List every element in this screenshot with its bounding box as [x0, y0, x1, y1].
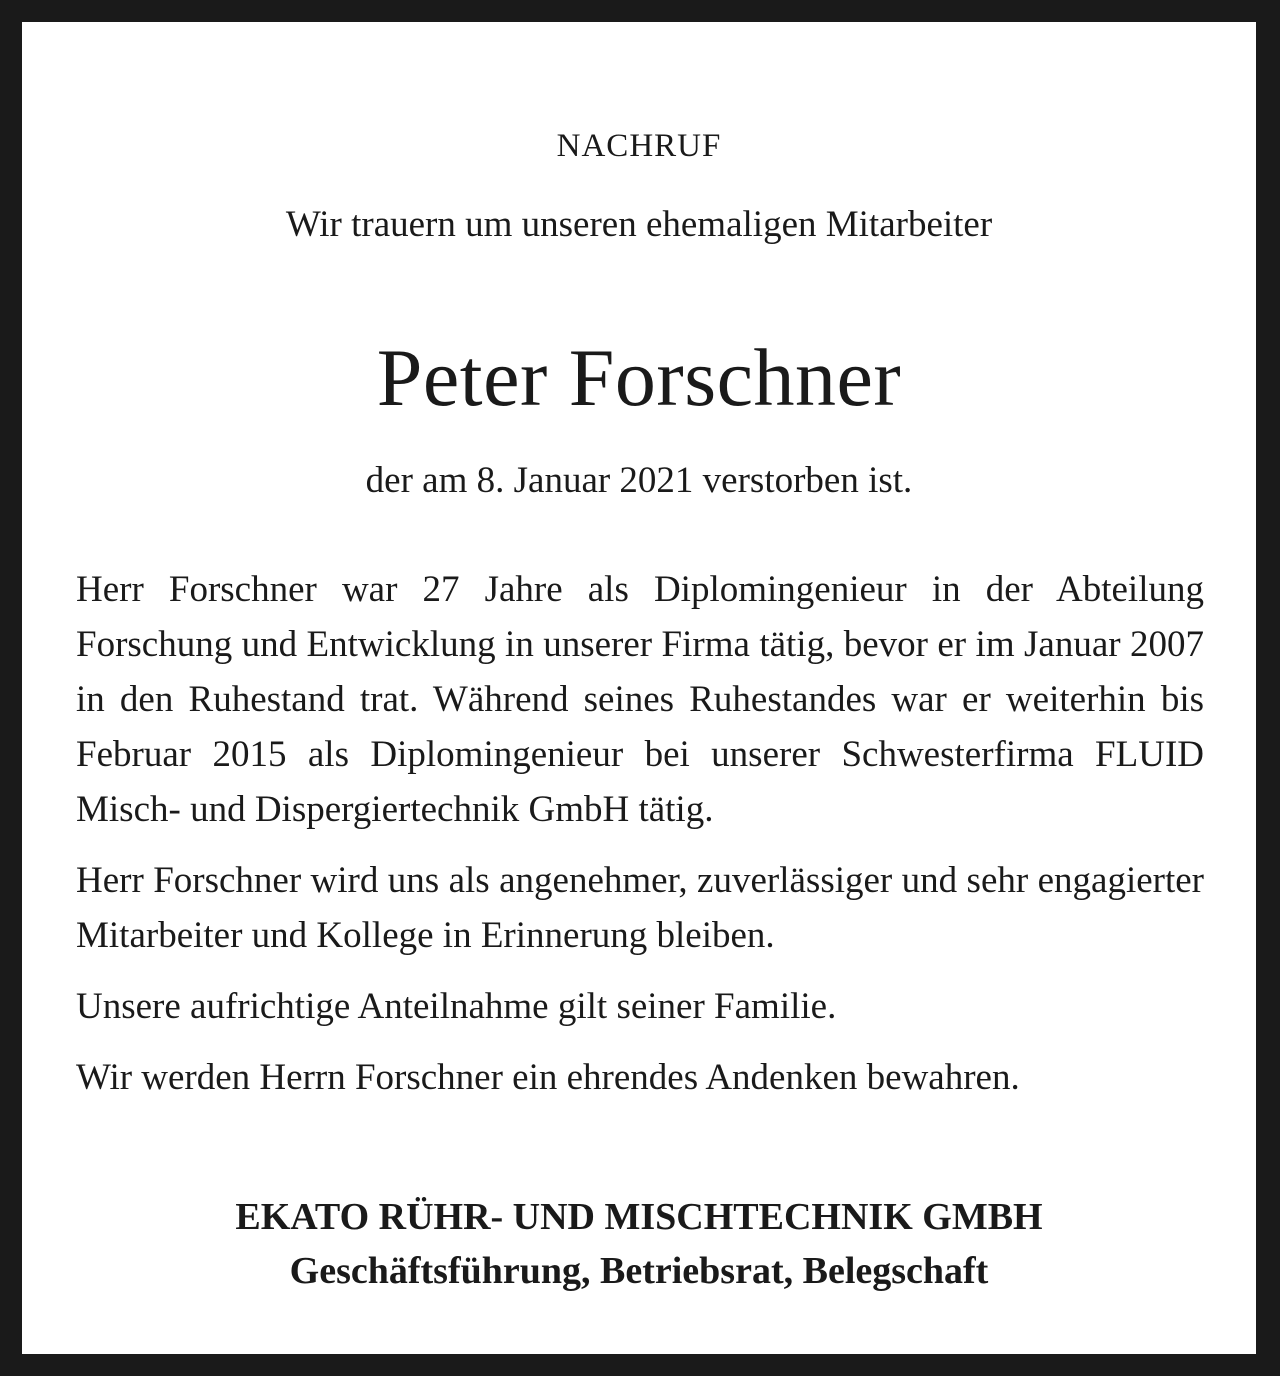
company-departments: Geschäftsführung, Betriebsrat, Belegschaft	[289, 1250, 989, 1292]
paragraph-condolence: Unsere aufrichtige Anteilnahme gilt seiner Familie.	[76, 986, 837, 1027]
date-of-death-line: der am 8. Januar 2021 verstorben ist.	[365, 460, 913, 501]
paragraph-memory: Wir werden Herrn Forschner ein ehrendes Andenken bewahren.	[76, 1057, 1020, 1098]
paragraph-remembrance: Herr Forschner wird uns als angenehmer, zuverlässiger und sehr engagierter Mitarbeiter und Kollege in Erinnerung bleiben.	[76, 860, 1204, 956]
notice-heading: NACHRUF	[556, 128, 722, 164]
intro-line: Wir trauern um unseren ehemaligen Mitarbeiter	[285, 204, 993, 245]
body-text	[76, 562, 1204, 1121]
obituary-notice	[22, 22, 1256, 1354]
company-name: EKATO RÜHR- UND MISCHTECHNIK GMBH	[235, 1196, 1043, 1238]
paragraph-career: Herr Forschner war 27 Jahre als Diplomingenieur in der Abteilung Forschung und Entwicklung in unserer Firma tätig, bevor er im Januar 2007 in den Ruhestand trat. Während seines Ruhestandes war er weiterhin bis Februar 2015 als Diplomingenieur bei unserer Schwesterfirma FLUID Misch- und Dispergiertechnik GmbH tätig.	[76, 569, 1204, 830]
deceased-name: Peter Forschner	[376, 332, 902, 423]
company-signature	[22, 1190, 1256, 1298]
